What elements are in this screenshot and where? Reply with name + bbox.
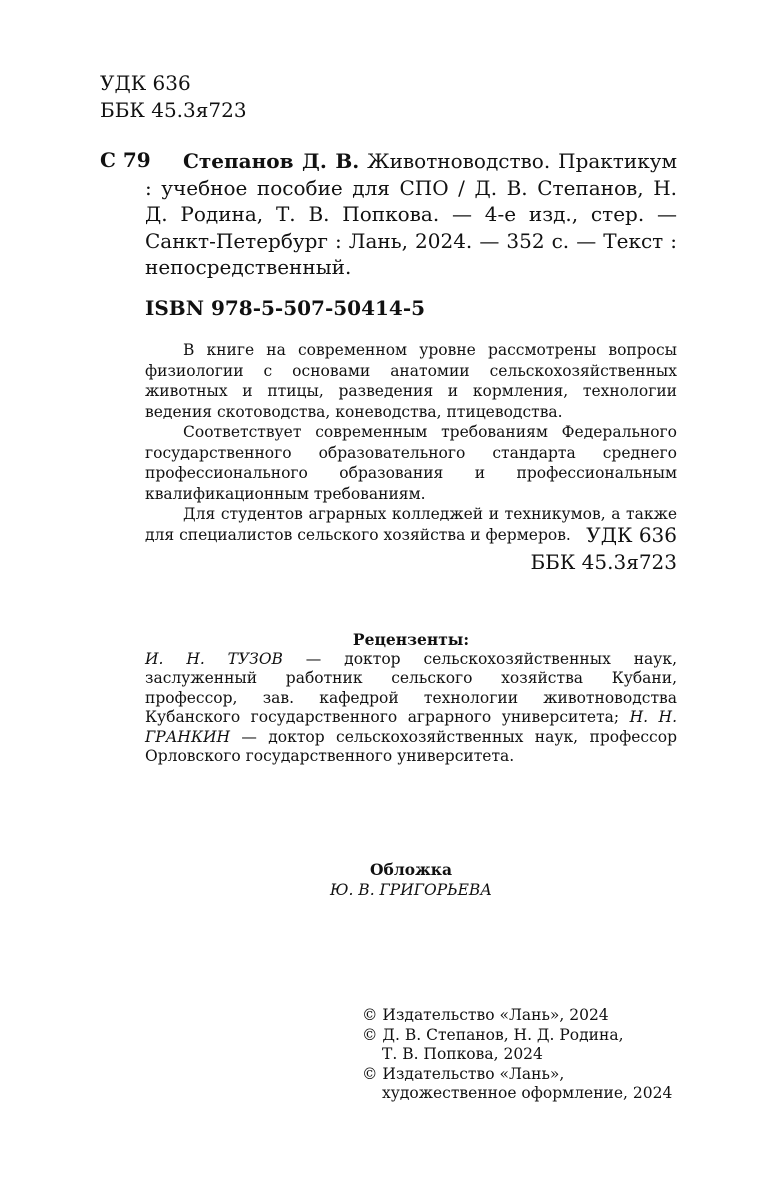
- reviewer-description: — доктор сельскохозяйственных наук, профессор Орловского государственного университета.: [145, 727, 677, 765]
- isbn: ISBN 978-5-507-50414-5: [145, 296, 426, 320]
- author-name: Степанов Д. В.: [183, 149, 360, 173]
- copyright-line: © Д. В. Степанов, Н. Д. Родина,: [362, 1025, 624, 1044]
- annotation: [145, 340, 677, 545]
- reviewers-heading: Рецензенты:: [352, 630, 470, 649]
- cover-credit: [145, 860, 677, 900]
- bibliographic-description: Животноводство. Практикум : учебное пособие для СПО / Д. В. Степанов, Н. Д. Родина, Т. В. Попкова. — 4-е изд., стер. — Санкт-Петербург : Лань, 2024. — 352 с. — Текст : непосредственный.: [145, 149, 678, 279]
- annotation-paragraph: Для студентов аграрных колледжей и техникумов, а также для специалистов сельского хозяйства и фермеров.: [145, 505, 677, 544]
- reviewer-name: Н. Н. ГРАНКИН: [145, 708, 677, 746]
- copyright-block: [362, 1006, 692, 1104]
- udk-code: УДК 636: [586, 523, 677, 547]
- cover-designer: Ю. В. ГРИГОРЬЕВА: [329, 881, 493, 899]
- copyright-line: © Издательство «Лань»,: [362, 1064, 565, 1083]
- classification-block-right: [530, 522, 677, 576]
- reviewer-name: И. Н. ТУЗОВ: [145, 649, 283, 668]
- classification-block-top: [100, 70, 247, 124]
- udk-code: УДК 636: [100, 71, 191, 95]
- copyright-line: © Издательство «Лань», 2024: [362, 1006, 609, 1024]
- annotation-paragraph: В книге на современном уровне рассмотрены вопросы физиологии с основами анатомии сельскохозяйственных животных и птицы, разведения и кормления, технологии ведения скотоводства, коневодства, птицеводства.: [145, 341, 677, 421]
- annotation-paragraph: Соответствует современным требованиям Федерального государственного образовательного стандарта среднего профессионального образования и профессиональным квалификационным требованиям.: [145, 423, 677, 503]
- bbk-code: ББК 45.3я723: [530, 550, 677, 574]
- copyright-line: Т. В. Попкова, 2024: [382, 1045, 543, 1063]
- reviewers: [145, 630, 677, 767]
- bbk-code: ББК 45.3я723: [100, 98, 247, 122]
- reviewer-description: — доктор сельскохозяйственных наук, заслуженный работник сельского хозяйства Кубани, профессор, зав. кафедрой технологии животноводства Кубанского государственного аграрного университета;: [145, 649, 677, 726]
- reviewers-text: [145, 650, 677, 767]
- cover-label: Обложка: [370, 860, 452, 879]
- copyright-line: художественное оформление, 2024: [382, 1084, 673, 1102]
- author-mark: С 79: [100, 148, 151, 172]
- bibliographic-record: [145, 148, 677, 281]
